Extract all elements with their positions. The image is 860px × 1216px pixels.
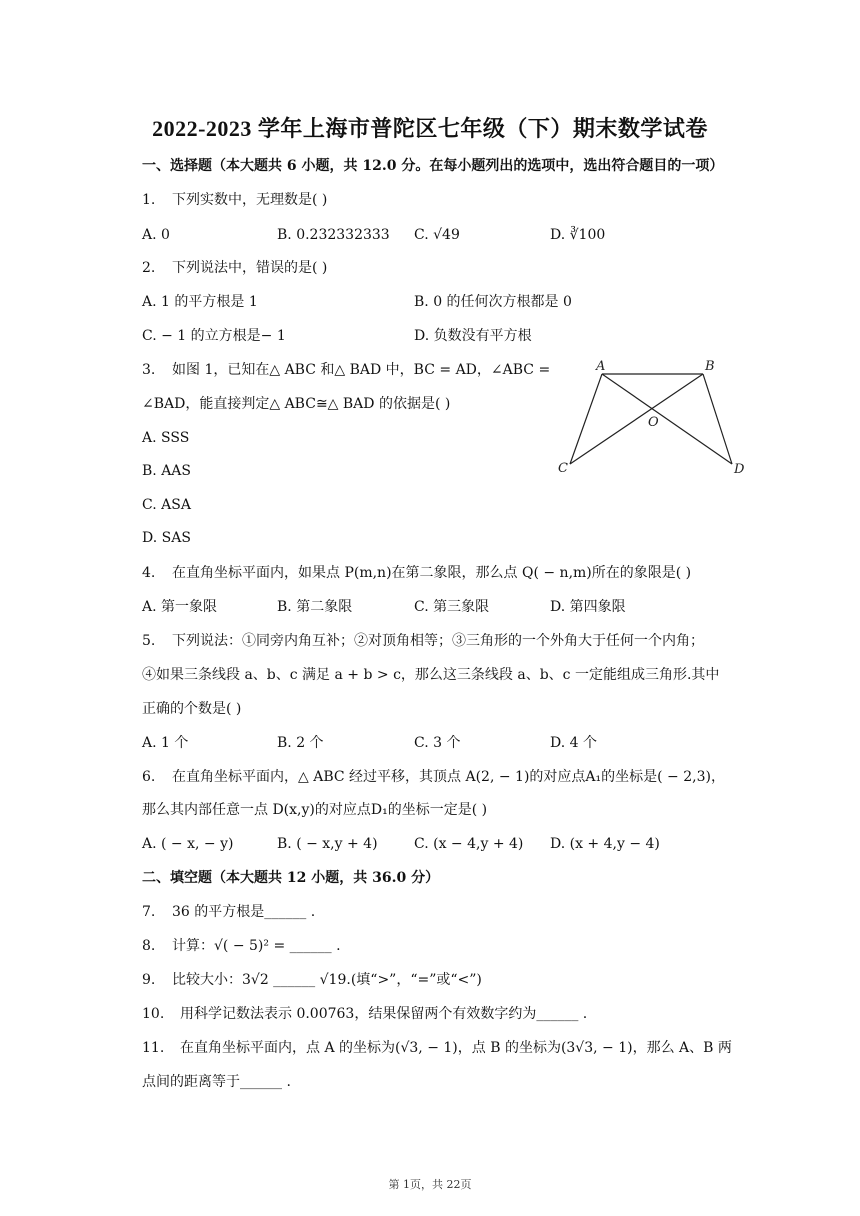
question-11 [142,1038,732,1058]
question-number: 7. [142,904,156,920]
point-label-a: A [596,359,606,374]
point-label-d: D [734,462,745,477]
page-title: 2022-2023 学年上海市普陀区七年级（下）期末数学试卷 [152,116,708,141]
question-number: 8. [142,938,156,954]
point-label-c: C [558,461,568,476]
question-text: 36 的平方根是______ . [172,904,316,920]
q3-option-b: B. AAS [142,463,191,479]
q3-option-d: D. SAS [142,530,191,546]
q5-option-c: C. 3 个 [414,735,461,751]
question-text: 如图 1，已知在△ ABC 和△ BAD 中，BC = AD，∠ABC = [172,362,551,378]
question-number: 9. [142,972,156,988]
q4-option-c: C. 第三象限 [414,599,490,615]
section-fill-heading: 二、填空题（本大题共 12 小题，共 36.0 分） [142,870,440,886]
question-number: 5. [142,633,156,649]
question-number: 4. [142,565,156,581]
question-number: 2. [142,260,156,276]
question-11-cont: 点间的距离等于______ . [142,1074,291,1090]
question-6-cont: 那么其内部任意一点 D(x,y)的对应点D₁的坐标一定是( ) [142,802,488,818]
question-text: 在直角坐标平面内，点 A 的坐标为(√3, − 1)，点 B 的坐标为(3√3, − 1)，那么 A、B 两 [180,1040,732,1056]
q1-option-b: B. 0.232332333 [277,227,390,243]
question-9 [142,970,482,990]
section-choice-heading: 一、选择题（本大题共 6 小题，共 12.0 分。在每小题列出的选项中，选出符合题目的一项） [142,158,724,174]
q1-option-a: A. 0 [142,227,170,243]
q1-option-d: D. ∛100 [550,227,606,243]
q5-option-b: B. 2 个 [277,735,324,751]
q5-option-a: A. 1 个 [142,735,189,751]
question-text: 计算：√( − 5)² = ______ . [172,938,341,954]
question-7 [142,902,315,922]
question-3-cont: ∠BAD，能直接判定△ ABC≅△ BAD 的依据是( ) [142,396,451,412]
question-text: 下列说法中，错误的是( ) [172,260,328,276]
question-text: 下列说法：①同旁内角互补；②对顶角相等；③三角形的一个外角大于任何一个内角； [172,633,704,649]
question-number: 3. [142,362,156,378]
question-5-cont: ④如果三条线段 a、b、c 满足 a + b > c，那么这三条线段 a、b、c 一定能组成三角形.其中 [142,667,720,683]
question-6 [142,767,725,787]
question-text: 下列实数中，无理数是( ) [172,192,328,208]
question-text: 用科学记数法表示 0.00763，结果保留两个有效数字约为______ . [180,1006,588,1022]
question-text: 比较大小：3√2 ______ √19.(填“>”，“=”或“<”) [172,972,482,988]
question-1 [142,190,327,210]
q1-option-c: C. √49 [414,227,460,243]
question-number: 10. [142,1006,165,1022]
q4-option-d: D. 第四象限 [550,599,626,615]
q2-option-b: B. 0 的任何次方根都是 0 [414,294,572,310]
question-10 [142,1004,587,1024]
q6-option-d: D. (x + 4,y − 4) [550,836,660,852]
q4-option-b: B. 第二象限 [277,599,353,615]
question-4 [142,563,691,583]
question-text: 在直角坐标平面内，如果点 P(m,n)在第二象限，那么点 Q( − n,m)所在的象限是( ) [172,565,692,581]
q3-option-c: C. ASA [142,497,191,513]
question-2 [142,258,327,278]
q2-option-c: C. − 1 的立方根是− 1 [142,328,286,344]
q3-option-a: A. SSS [142,430,190,446]
q4-option-a: A. 第一象限 [142,599,218,615]
q6-option-a: A. ( − x, − y) [142,836,234,852]
question-number: 11. [142,1040,165,1056]
q6-option-c: C. (x − 4,y + 4) [414,836,524,852]
question-number: 1. [142,192,156,208]
q2-option-a: A. 1 的平方根是 1 [142,294,258,310]
point-label-o: O [648,415,659,430]
q5-option-d: D. 4 个 [550,735,597,751]
q6-option-b: B. ( − x,y + 4) [277,836,378,852]
q2-option-d: D. 负数没有平方根 [414,328,532,344]
question-number: 6. [142,769,156,785]
point-label-b: B [705,359,715,374]
question-3 [142,360,550,380]
question-8 [142,936,341,956]
question-text: 在直角坐标平面内，△ ABC 经过平移，其顶点 A(2, − 1)的对应点A₁的坐标是( − 2,3)， [172,769,725,785]
question-5 [142,631,704,651]
question-5-cont2: 正确的个数是( ) [142,701,242,717]
page-footer: 第 1页，共 22页 [388,1178,472,1191]
figure-1-quadrilateral [548,352,758,482]
